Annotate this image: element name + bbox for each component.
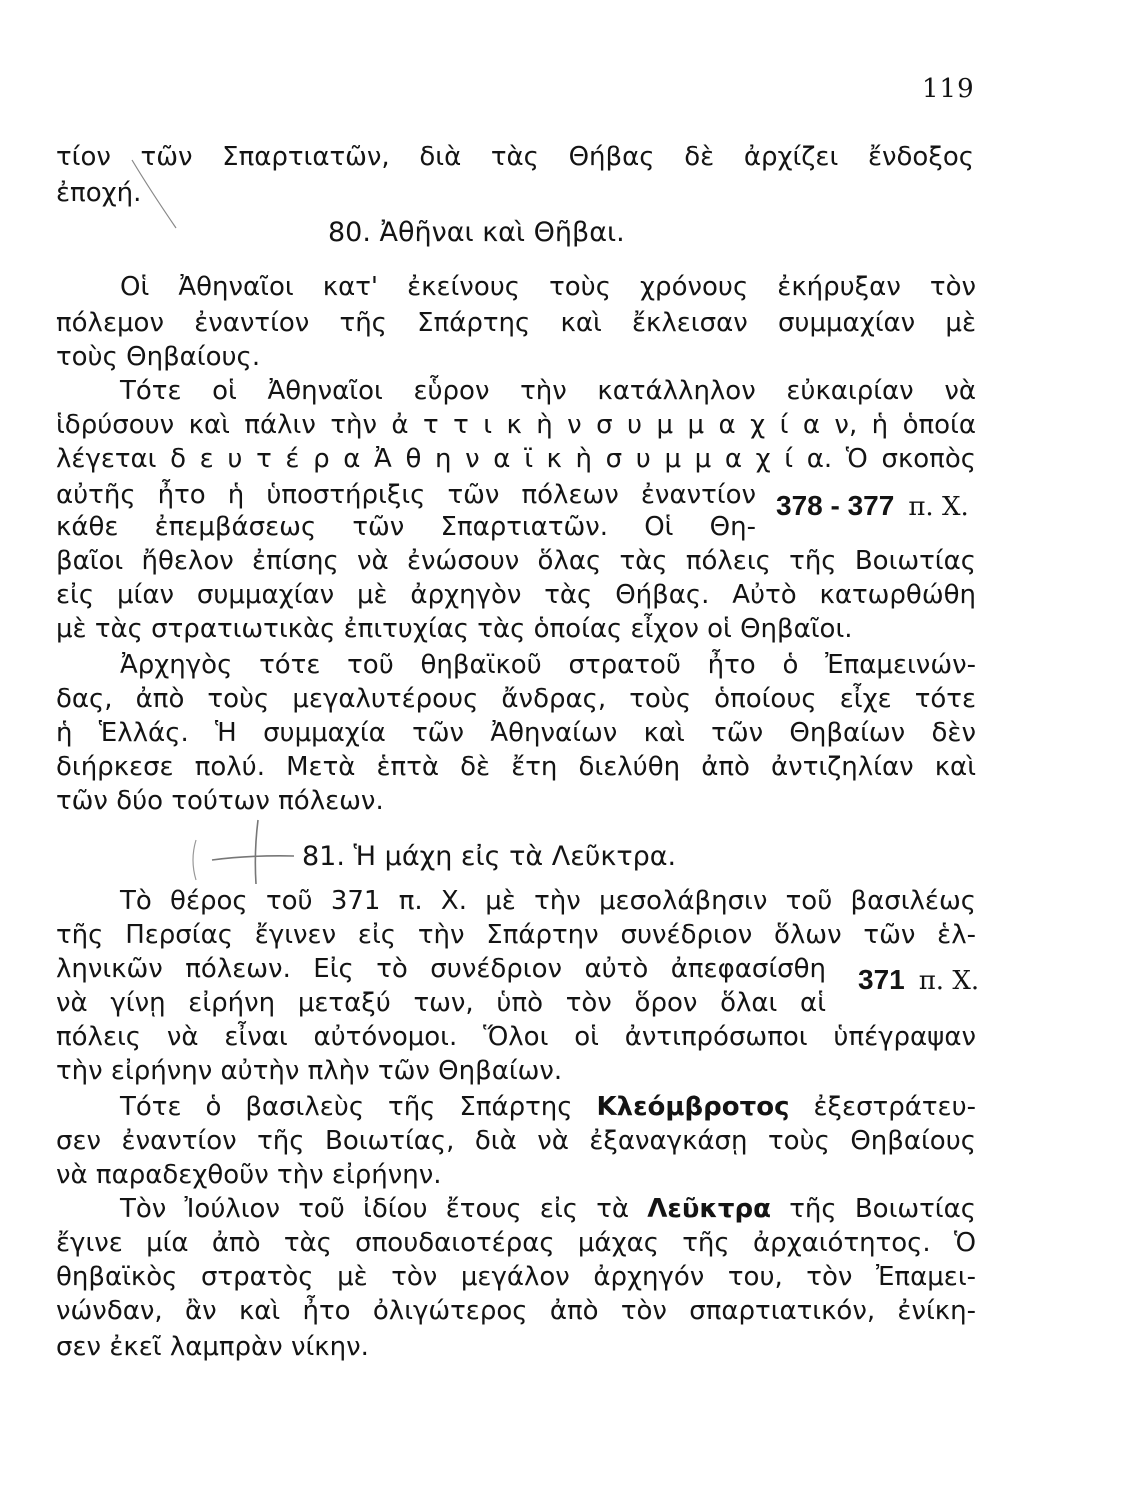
text-line: τίον τῶν Σπαρτιατῶν, διὰ τὰς Θήβας δὲ ἀρχίζει ἔνδοξος [56, 142, 974, 172]
text-line: σεν ἐκεῖ λαμπρὰν νίκην. [56, 1332, 369, 1362]
text-line: τῶν δύο τούτων πόλεων. [56, 786, 384, 816]
text-line: ἱδρύσουν καὶ πάλιν τὴν ἀ τ τ ι κ ὴ ν σ υ μ μ α χ ί α ν, ἡ ὁποία [56, 410, 976, 440]
text-line: βαῖοι ἤθελον ἐπίσης νὰ ἐνώσουν ὅλας τὰς πόλεις τῆς Βοιωτίας [56, 546, 976, 576]
text-line: πόλεμον ἐναντίον τῆς Σπάρτης καὶ ἔκλεισαν συμμαχίαν μὲ [56, 308, 976, 338]
text-line: ἐποχή. [56, 178, 142, 208]
page-number: 119 [922, 74, 975, 104]
margin-era: π. Χ. [918, 966, 980, 996]
text-line: Οἱ Ἀθηναῖοι κατ' ἐκείνους τοὺς χρόνους ἐκήρυξαν τὸν [120, 272, 976, 302]
text-line: σεν ἐναντίον τῆς Βοιωτίας, διὰ νὰ ἐξαναγκάσῃ τοὺς Θηβαίους [56, 1126, 976, 1156]
text-line: κάθε ἐπεμβάσεως τῶν Σπαρτιατῶν. Οἱ Θη- [56, 512, 756, 542]
text-line: ἔγινε μία ἀπὸ τὰς σπουδαιοτέρας μάχας τῆς ἀρχαιότητος. Ὁ [56, 1228, 976, 1258]
text-line: μὲ τὰς στρατιωτικὰς ἐπιτυχίας τὰς ὁποίας εἶχον οἱ Θηβαῖοι. [56, 614, 853, 644]
bold-place-leuktra: Λεῦκτρα [647, 1194, 771, 1224]
section-heading-81: 81. Ἡ μάχη εἰς τὰ Λεῦκτρα. [302, 841, 677, 872]
margin-date-378-377 [776, 490, 969, 522]
text-line: Τότε οἱ Ἀθηναῖοι εὗρον τὴν κατάλληλον εὐκαιρίαν νὰ [120, 376, 976, 406]
text-line: εἰς μίαν συμμαχίαν μὲ ἀρχηγὸν τὰς Θήβας. Αὐτὸ κατωρθώθη [56, 580, 976, 610]
text-line: Ἀρχηγὸς τότε τοῦ θηβαϊκοῦ στρατοῦ ἦτο ὁ Ἐπαμεινών- [120, 650, 976, 680]
text-line: δας, ἀπὸ τοὺς μεγαλυτέρους ἄνδρας, τοὺς ὁποίους εἶχε τότε [56, 684, 976, 714]
text-line: νὰ γίνῃ εἰρήνη μεταξύ των, ὑπὸ τὸν ὅρον ὅλαι αἱ [56, 988, 826, 1018]
text-line: θηβαϊκὸς στρατὸς μὲ τὸν μεγάλον ἀρχηγόν του, τὸν Ἐπαμει- [56, 1262, 976, 1292]
text-line: διήρκεσε πολύ. Μετὰ ἑπτὰ δὲ ἔτη διελύθη ἀπὸ ἀντιζηλίαν καὶ [56, 752, 976, 782]
text-line: τὴν εἰρήνην αὐτὴν πλὴν τῶν Θηβαίων. [56, 1056, 563, 1086]
text-line: αὐτῆς ἦτο ἡ ὑποστήριξις τῶν πόλεων ἐναντίον [56, 480, 756, 510]
text-line: ληνικῶν πόλεων. Εἰς τὸ συνέδριον αὐτὸ ἀπεφασίσθη [56, 954, 826, 984]
margin-years: 371 [858, 964, 905, 995]
text-line: νὰ παραδεχθοῦν τὴν εἰρήνην. [56, 1160, 442, 1190]
text-line: Τὸν Ἰούλιον τοῦ ἰδίου ἔτους εἰς τὰ Λεῦκτρα τῆς Βοιωτίας [120, 1194, 976, 1224]
text-line: πόλεις νὰ εἶναι αὐτόνομοι. Ὅλοι οἱ ἀντιπρόσωποι ὑπέγραψαν [56, 1022, 976, 1052]
text-line: Τὸ θέρος τοῦ 371 π. Χ. μὲ τὴν μεσολάβησιν τοῦ βασιλέως [120, 886, 976, 916]
text-line: τῆς Περσίας ἔγινεν εἰς τὴν Σπάρτην συνέδριον ὅλων τῶν ἑλ- [56, 920, 976, 950]
text-line: νώνδαν, ἂν καὶ ἦτο ὀλιγώτερος ἀπὸ τὸν σπαρτιατικόν, ἐνίκη- [56, 1296, 976, 1326]
margin-date-371 [858, 964, 979, 996]
text-line: λέγεται δ ε υ τ έ ρ α Ἀ θ η ν α ϊ κ ὴ σ υ μ μ α χ ί α. Ὁ σκοπὸς [56, 444, 976, 474]
pencil-stroke [212, 856, 294, 860]
margin-era: π. Χ. [908, 492, 969, 522]
text-line: ἡ Ἑλλάς. Ἡ συμμαχία τῶν Ἀθηναίων καὶ τῶν Θηβαίων δὲν [56, 718, 976, 748]
margin-years: 378 - 377 [776, 490, 895, 521]
pencil-stroke [255, 820, 258, 884]
pencil-stroke [193, 840, 196, 880]
text-line: τοὺς Θηβαίους. [56, 342, 261, 372]
section-heading-80: 80. Ἀθῆναι καὶ Θῆβαι. [328, 217, 625, 248]
text-line: Τότε ὁ βασιλεὺς τῆς Σπάρτης Κλεόμβροτος ἐξεστράτευ- [120, 1092, 976, 1122]
bold-name-kleombrotos: Κλεόμβροτος [596, 1092, 790, 1122]
